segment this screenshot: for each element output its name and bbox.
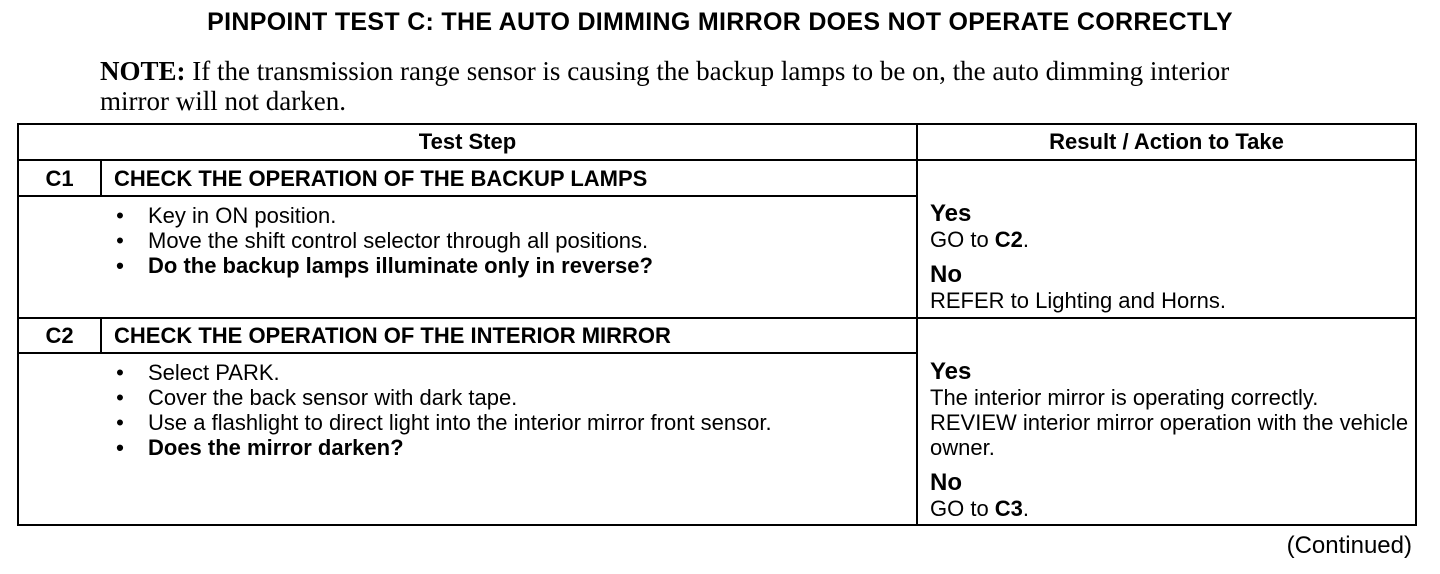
step-c2-instructions xyxy=(114,360,904,460)
step-c2-results xyxy=(930,359,1410,521)
c1-title-divider xyxy=(19,195,916,197)
note-label: NOTE: xyxy=(100,56,186,86)
list-item: • Use a flashlight to direct light into the interior mirror front sensor. xyxy=(114,410,904,435)
row-divider xyxy=(19,317,1415,319)
step-c1-results xyxy=(930,201,1410,313)
list-item: • Key in ON position. xyxy=(114,203,904,228)
result-yes-label: Yes xyxy=(930,358,972,385)
c1-id-divider xyxy=(100,161,102,195)
result-yes-label: Yes xyxy=(930,200,972,227)
step-title-c2: CHECK THE OPERATION OF THE INTERIOR MIRROR xyxy=(114,323,671,348)
step-title-c1: CHECK THE OPERATION OF THE BACKUP LAMPS xyxy=(114,166,648,191)
bullet-icon: • xyxy=(116,228,124,253)
header-test-step: Test Step xyxy=(418,129,517,154)
continued-label: (Continued) xyxy=(1286,532,1412,559)
goto-link-c2: C2 xyxy=(994,227,1023,252)
column-divider xyxy=(916,125,918,524)
header-result: Result / Action to Take xyxy=(1049,129,1284,154)
goto-link-c3: C3 xyxy=(994,496,1023,521)
result-no-action: GO to C3. xyxy=(930,496,1030,521)
pinpoint-test-table xyxy=(17,123,1417,526)
bullet-icon: • xyxy=(116,203,124,228)
c2-id-divider xyxy=(100,319,102,352)
bullet-icon: • xyxy=(116,253,124,278)
bullet-icon: • xyxy=(116,360,124,385)
header-divider xyxy=(19,159,1415,161)
note-text: If the transmission range sensor is causing the backup lamps to be on, the auto dimming interior mirror will not darken. xyxy=(100,56,1230,116)
bullet-icon: • xyxy=(116,435,124,460)
page-title: PINPOINT TEST C: THE AUTO DIMMING MIRROR DOES NOT OPERATE CORRECTLY xyxy=(207,8,1233,36)
step-c1-instructions xyxy=(114,203,904,278)
note xyxy=(100,56,1300,116)
list-item: • Select PARK. xyxy=(114,360,904,385)
list-item-question: • Do the backup lamps illuminate only in reverse? xyxy=(114,253,904,278)
result-yes-action: GO to C2. xyxy=(930,227,1030,252)
c2-title-divider xyxy=(19,352,916,354)
step-id-c2: C2 xyxy=(45,323,74,348)
bullet-icon: • xyxy=(116,385,124,410)
result-yes-action: The interior mirror is operating correctly. REVIEW interior mirror operation with the vehicle owner. xyxy=(930,385,1409,460)
list-item: • Move the shift control selector through all positions. xyxy=(114,228,904,253)
result-no-action: REFER to Lighting and Horns. xyxy=(930,288,1226,313)
step-id-c1: C1 xyxy=(45,166,74,191)
bullet-icon: • xyxy=(116,410,124,435)
result-no-label: No xyxy=(930,261,962,288)
result-no-label: No xyxy=(930,469,962,496)
list-item-question: • Does the mirror darken? xyxy=(114,435,904,460)
list-item: • Cover the back sensor with dark tape. xyxy=(114,385,904,410)
